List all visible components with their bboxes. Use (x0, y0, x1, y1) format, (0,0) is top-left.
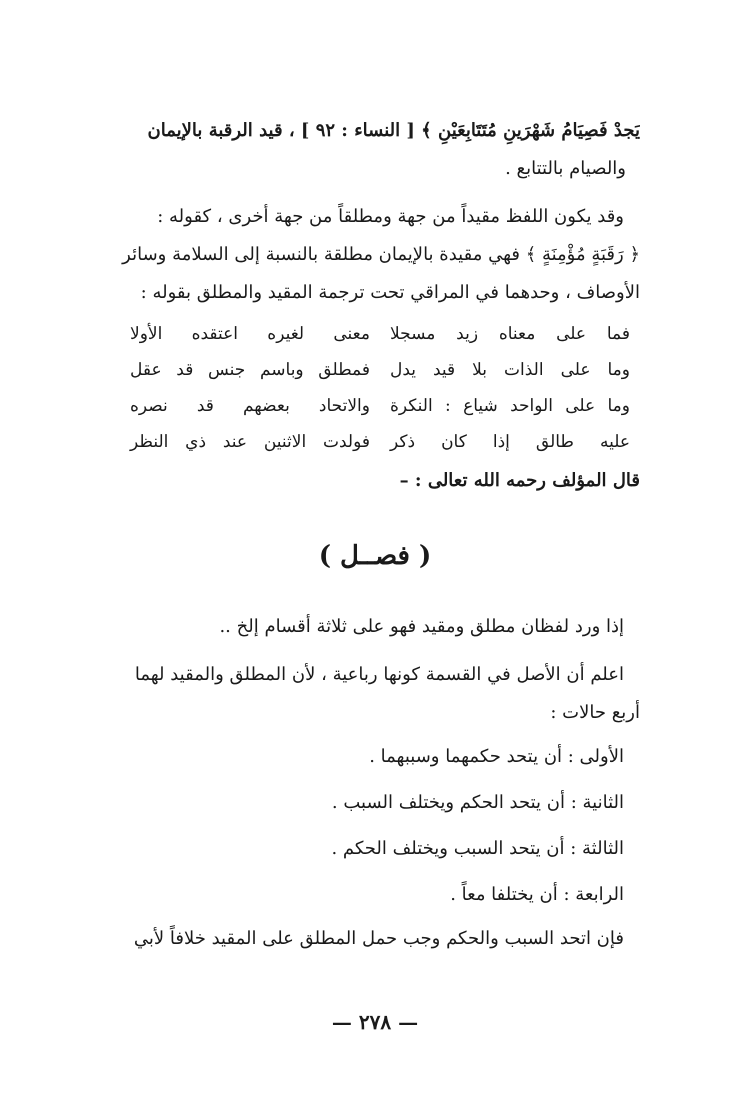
verse-row (130, 352, 630, 388)
text-line: ﴿ رَقَبَةٍ مُؤْمِنَةٍ ﴾ فهي مقيدة بالإيمان مطلقة بالنسبة إلى السلامة وسائر (122, 244, 640, 265)
cases-list (100, 734, 640, 918)
text-line: وقد يكون اللفظ مقيداً من جهة ومطلقاً من جهة أخرى ، كقوله : (157, 206, 624, 227)
verse-second-hemistich: معنى لغيره اعتقده الأولا (130, 324, 370, 344)
paragraph-3 (100, 656, 640, 732)
author-line (100, 462, 640, 500)
text-line: أربع حالات : (550, 702, 640, 723)
verse-second-hemistich: فولدت الاثنين عند ذي النظر (130, 432, 370, 452)
verse-row (130, 424, 630, 460)
page-number: — ٢٧٨ — (331, 1010, 419, 1034)
paragraph-2 (100, 198, 640, 312)
verse-second-hemistich: فمطلق وباسم جنس قد عقل (130, 360, 370, 380)
verse-first-hemistich: وما على الواحد شياع : النكرة (390, 396, 630, 416)
verse-first-hemistich: فما على معناه زيد مسجلا (390, 324, 630, 344)
case-item: الرابعة : أن يختلفا معاً . (450, 884, 624, 905)
verse-first-hemistich: وما على الذات بلا قيد يدل (390, 360, 630, 380)
text-line: فإن اتحد السبب والحكم وجب حمل المطلق على المقيد خلافاً لأبي (133, 928, 624, 949)
text-line: يَجدْ فَصِيَامُ شَهْرَينِ مُتَتَابِعَيْنِ ﴾ [ النساء : ٩٢ ] ، قيد الرقبة بالإيمان (147, 120, 640, 141)
poem-verses (130, 316, 630, 460)
verse-second-hemistich: والاتحاد بعضهم قد نصره (130, 396, 370, 416)
case-item: الثانية : أن يتحد الحكم ويختلف السبب . (331, 792, 624, 813)
intro-line (100, 608, 640, 646)
verse-first-hemistich: عليه طالق إذا كان ذكر (390, 432, 630, 452)
verse-row (130, 316, 630, 352)
paragraph-1 (100, 112, 640, 188)
text-line: قال المؤلف رحمه الله تعالى : – (399, 470, 640, 491)
text-line: والصيام بالتتابع . (505, 158, 626, 179)
case-item: الثالثة : أن يتحد السبب ويختلف الحكم . (331, 838, 624, 859)
section-heading: ( فصــل ) (318, 541, 432, 571)
text-line: اعلم أن الأصل في القسمة كونها رباعية ، لأن المطلق والمقيد لهما (134, 664, 624, 685)
case-item: الأولى : أن يتحد حكمهما وسببهما . (369, 746, 624, 767)
text-line: الأوصاف ، وحدهما في المراقي تحت ترجمة المقيد والمطلق بقوله : (140, 282, 640, 303)
text-line: إذا ورد لفظان مطلق ومقيد فهو على ثلاثة أقسام إلخ .. (219, 616, 624, 637)
final-paragraph (100, 920, 640, 958)
verse-row (130, 388, 630, 424)
